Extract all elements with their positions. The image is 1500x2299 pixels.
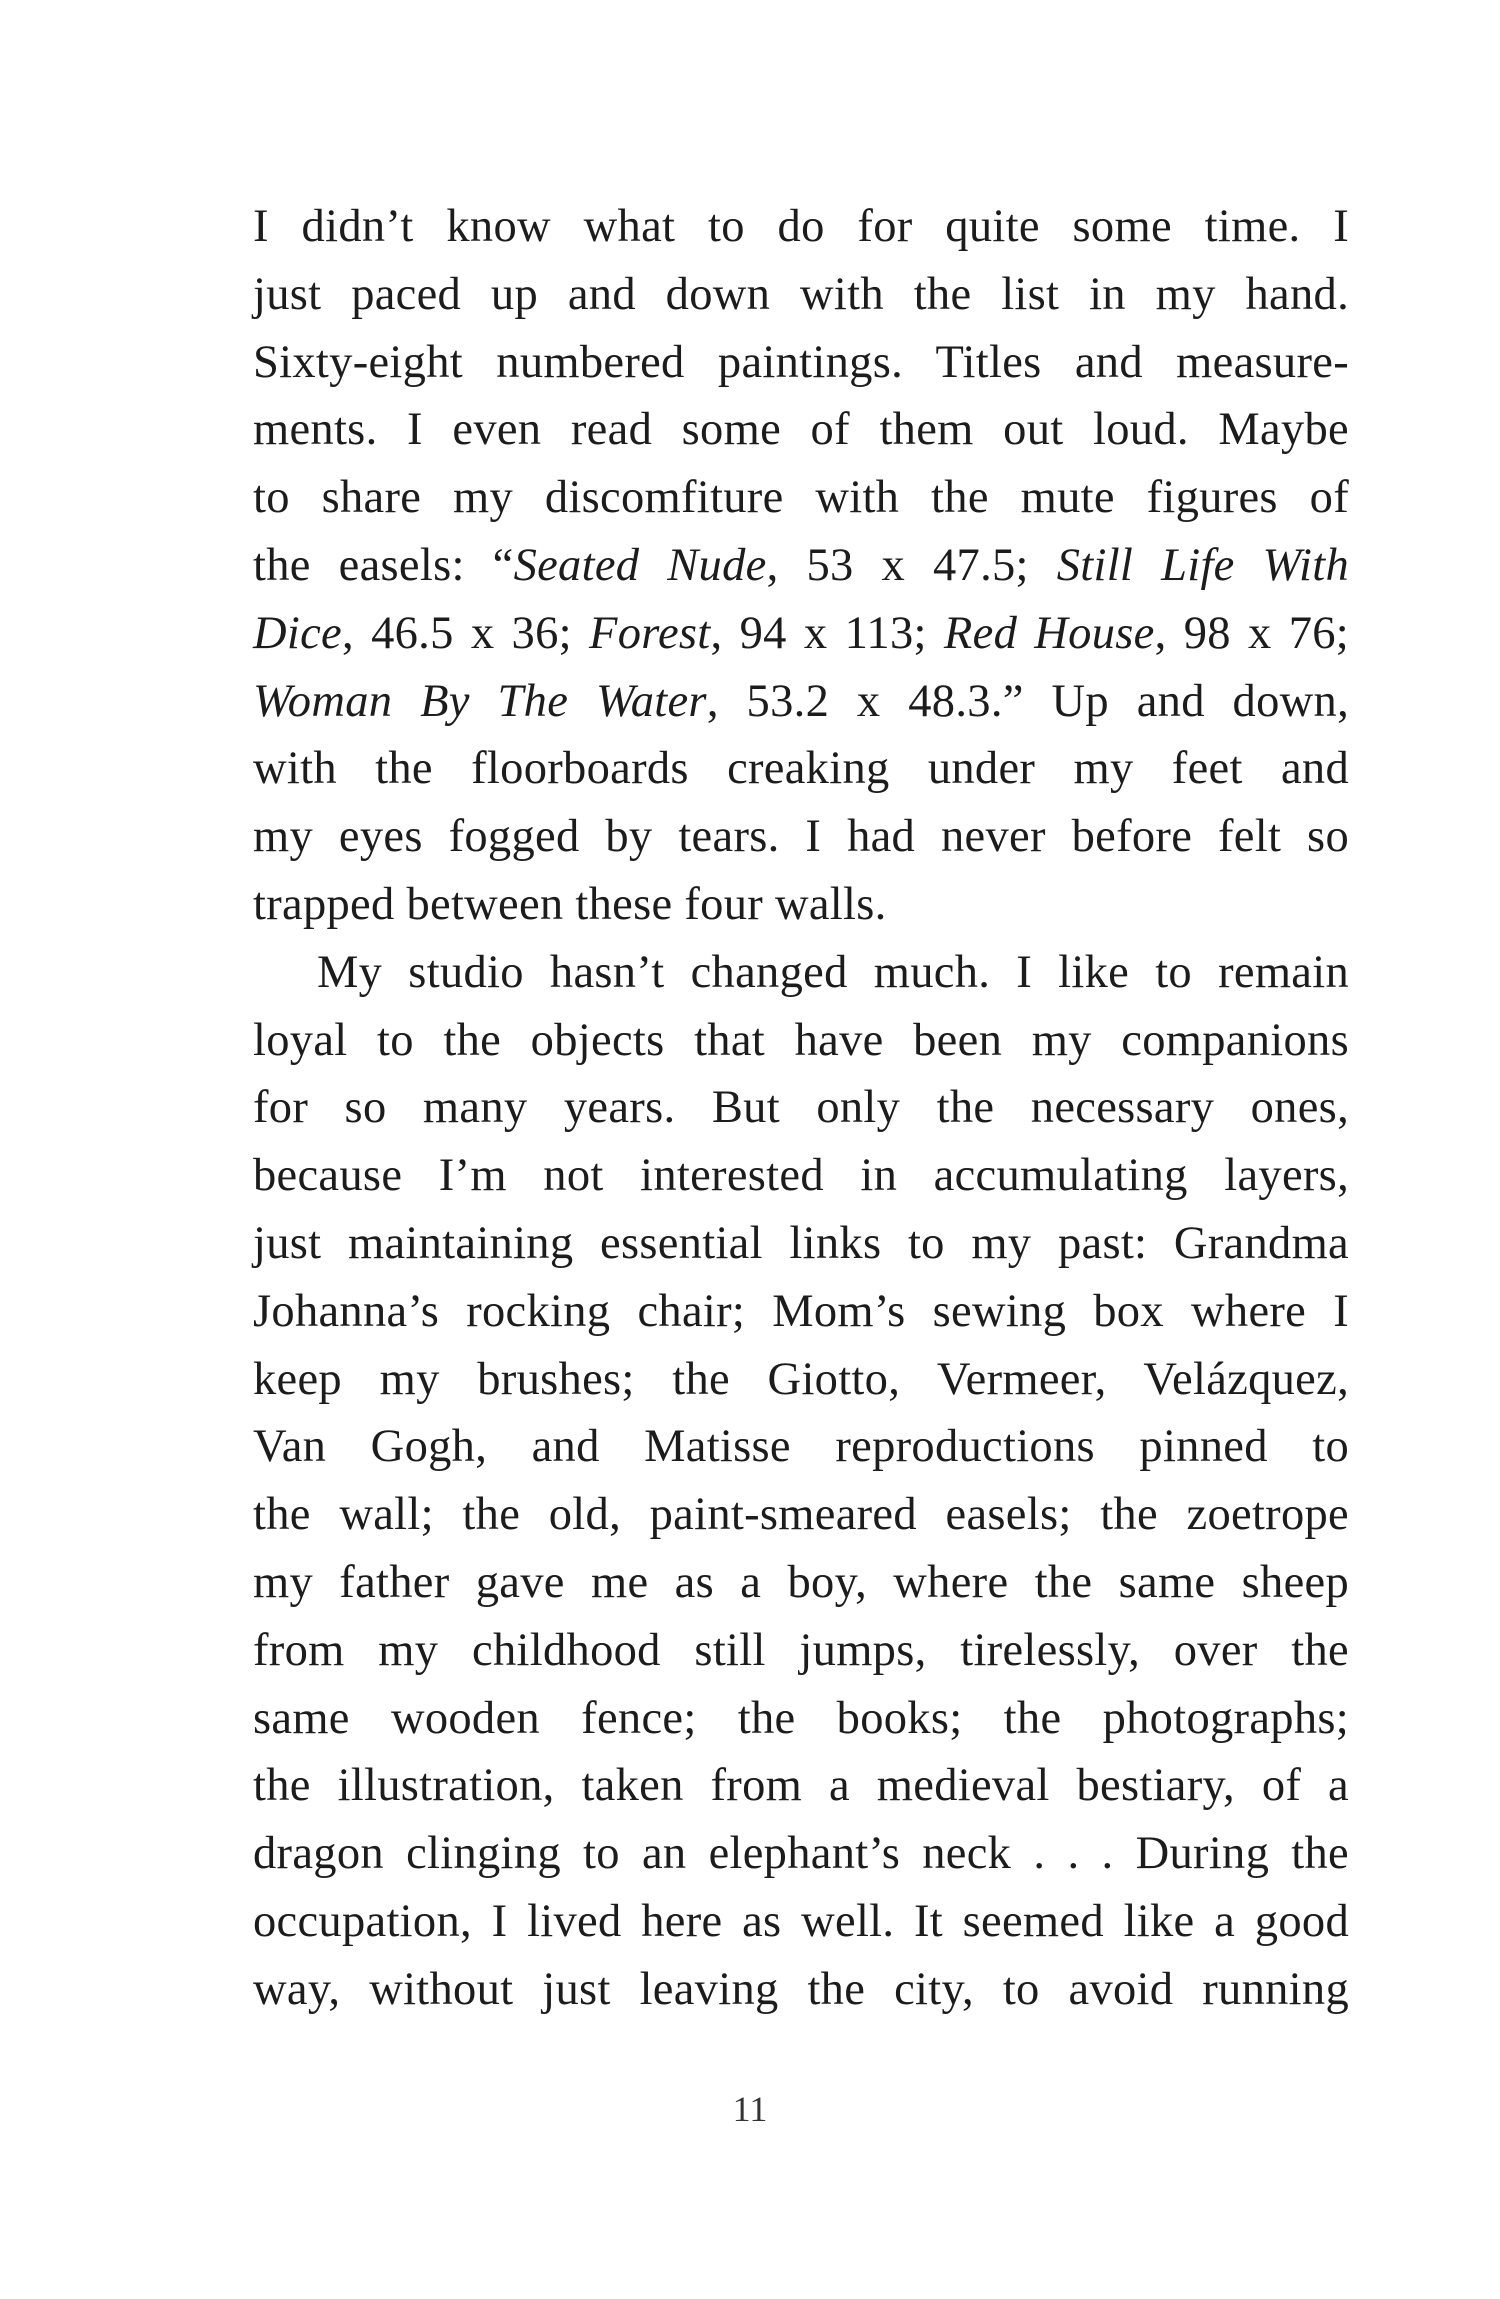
text-line: Dice, 46.5 x 36; Forest, 94 x 113; Red House, 98 x 76;	[253, 607, 1350, 659]
text-line: Woman By The Water, 53.2 x 48.3.” Up and down,	[253, 675, 1349, 727]
text-line: the easels: “Seated Nude, 53 x 47.5; Still Life With	[253, 539, 1350, 591]
text-line: with the floorboards creaking under my feet and	[253, 743, 1349, 795]
text-line: just maintaining essential links to my past: Grandma	[253, 1217, 1349, 1269]
text-line: occupation, I lived here as well. It seemed like a good	[253, 1895, 1349, 1947]
text-line: ments. I even read some of them out loud. Maybe	[253, 404, 1349, 456]
text-line: Van Gogh, and Matisse reproductions pinned to	[253, 1421, 1349, 1473]
text-line: My studio hasn’t changed much. I like to remain	[317, 946, 1349, 998]
text-line: the illustration, taken from a medieval bestiary, of a	[253, 1760, 1349, 1812]
text-line: way, without just leaving the city, to avoid running	[253, 1963, 1349, 2015]
text-line: from my childhood still jumps, tirelessly, over the	[253, 1624, 1349, 1676]
text-line: to share my discomfiture with the mute figures of	[253, 472, 1349, 524]
paragraph	[253, 939, 1349, 2024]
text-line: for so many years. But only the necessary ones,	[253, 1082, 1349, 1134]
text-line: I didn’t know what to do for quite some time. I	[253, 201, 1349, 252]
text-line: dragon clinging to an elephant’s neck . . . During the	[253, 1828, 1349, 1880]
painting-title: Dice	[253, 607, 342, 659]
painting-title: Red House	[943, 607, 1155, 659]
text-line: the wall; the old, paint-smeared easels; the zoetrope	[253, 1489, 1349, 1541]
text-line: my father gave me as a boy, where the same sheep	[253, 1556, 1349, 1608]
painting-title: Forest	[589, 607, 711, 659]
text-line: keep my brushes; the Giotto, Vermeer, Velázquez,	[253, 1353, 1349, 1405]
text-line: trapped between these four walls.	[253, 878, 887, 930]
text-line: Johanna’s rocking chair; Mom’s sewing box where I	[253, 1285, 1349, 1337]
painting-title: Woman By The Water	[253, 675, 707, 727]
page-number: 11	[732, 2089, 768, 2129]
text-line: my eyes fogged by tears. I had never before felt so	[253, 811, 1349, 863]
text-line: loyal to the objects that have been my companions	[253, 1014, 1349, 1066]
painting-title: Still Life With	[1056, 539, 1350, 591]
text-line: same wooden fence; the books; the photographs;	[253, 1692, 1349, 1744]
text-line: Sixty-eight numbered paintings. Titles and measure-	[253, 336, 1349, 388]
text-line: because I’m not interested in accumulating layers,	[253, 1150, 1349, 1202]
paragraph	[253, 193, 1349, 939]
body-text	[253, 193, 1349, 2024]
text-line: just paced up and down with the list in my hand.	[253, 268, 1349, 320]
painting-title: Seated Nude	[513, 539, 767, 591]
